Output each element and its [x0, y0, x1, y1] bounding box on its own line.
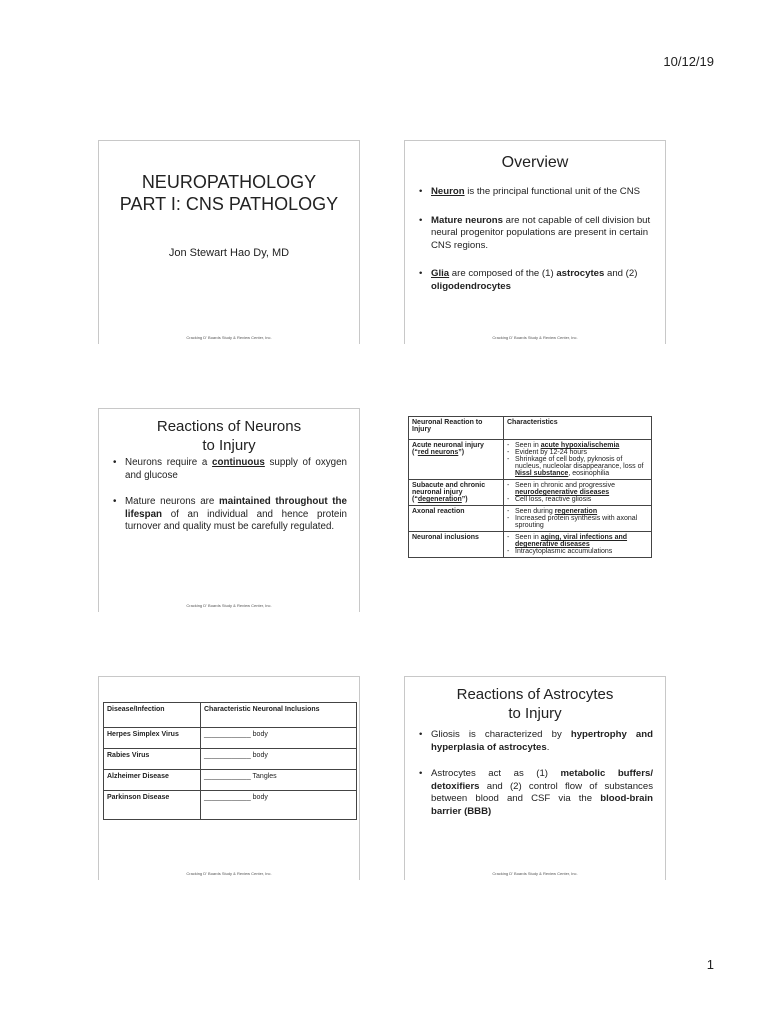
reaction-characteristics: - Seen during regeneration - Increased protein synthesis with axonal sprouting [504, 506, 652, 532]
slide-neuronal-inclusions-table [98, 676, 360, 880]
table-row [409, 480, 652, 506]
slide-overview [404, 140, 666, 344]
disease-cell: Alzheimer Disease [104, 770, 201, 791]
neuronal-reaction-table [408, 416, 652, 558]
bullet-item: • Astrocytes act as (1) metabolic buffers/ detoxifiers and (2) control flow of substances between blood and CSF via the blood-brain barrier (BBB) [431, 768, 653, 818]
bullet-list [99, 457, 359, 534]
header-cell: Characteristics [504, 417, 652, 440]
author-name: Jon Stewart Hao Dy, MD [168, 247, 290, 259]
slide-title-neuropathology [98, 140, 360, 344]
table-row [104, 791, 357, 820]
reaction-characteristics: - Seen in acute hypoxia/ischemia - Evident by 12-24 hours - Shrinkage of cell body, pyknosis of nucleus, nucleolar disappearance, loss of Nissl substance, eosinophilia [504, 440, 652, 480]
table-row [409, 532, 652, 558]
inclusion-cell: ____________ body [201, 791, 357, 820]
disease-cell: Herpes Simplex Virus [104, 728, 201, 749]
table-row [104, 749, 357, 770]
table-row [409, 506, 652, 532]
bullet-list [405, 186, 665, 293]
reaction-name: Axonal reaction [409, 506, 504, 532]
inclusion-cell: ____________ Tangles [201, 770, 357, 791]
slide-title [99, 417, 359, 455]
neuronal-inclusions-table [103, 702, 357, 820]
reaction-name: Acute neuronal injury (“red neurons”) [409, 440, 504, 480]
bullet-item: • Mature neurons are maintained throughout the lifespan of an individual and hence protein turnover and quality must be carefully regulated. [125, 496, 347, 534]
slide-reactions-of-neurons [98, 408, 360, 612]
slide-reactions-of-astrocytes [404, 676, 666, 880]
header-cell: Neuronal Reaction to Injury [409, 417, 504, 440]
slide-title [405, 685, 665, 723]
title-line-2: to Injury [508, 705, 562, 722]
title-line-1: Reactions of Astrocytes [456, 686, 614, 703]
table-row [104, 728, 357, 749]
reaction-characteristics: - Seen in aging, viral infections and degenerative diseases - Intracytoplasmic accumulations [504, 532, 652, 558]
slide-footer: Cracking D' Boards Study & Review Center, Inc. [186, 871, 272, 876]
reaction-name: Neuronal inclusions [409, 532, 504, 558]
slide-footer: Cracking D' Boards Study & Review Center, Inc. [186, 603, 272, 608]
table-header-row [104, 703, 357, 728]
disease-cell: Rabies Virus [104, 749, 201, 770]
table-row [409, 440, 652, 480]
header-cell: Disease/Infection [104, 703, 201, 728]
disease-cell: Parkinson Disease [104, 791, 201, 820]
bullet-item: • Mature neurons are not capable of cell division but neural progenitor populations are present in certain CNS regions. [431, 215, 653, 253]
bullet-item: • Gliosis is characterized by hypertrophy and hyperplasia of astrocytes. [431, 729, 653, 754]
title-line-1: Reactions of Neurons [156, 418, 302, 435]
header-cell: Characteristic Neuronal Inclusions [201, 703, 357, 728]
bullet-item: • Neurons require a continuous supply of oxygen and glucose [125, 457, 347, 482]
slide-footer: Cracking D' Boards Study & Review Center, Inc. [492, 335, 578, 340]
title-line-2: to Injury [202, 437, 256, 454]
reaction-name: Subacute and chronic neuronal injury (“degeneration”) [409, 480, 504, 506]
slide-neuronal-reaction-table [404, 408, 666, 612]
table-header-row [409, 417, 652, 440]
slide-footer: Cracking D' Boards Study & Review Center, Inc. [492, 871, 578, 876]
slide-title: Overview [501, 154, 569, 171]
page-number: 1 [706, 957, 714, 972]
reaction-characteristics: - Seen in chronic and progressive neurodegenerative diseases - Cell loss, reactive gliosis [504, 480, 652, 506]
slide-main-title [99, 171, 359, 215]
inclusion-cell: ____________ body [201, 728, 357, 749]
bullet-item: • Neuron is the principal functional unit of the CNS [431, 186, 653, 199]
inclusion-cell: ____________ body [201, 749, 357, 770]
slide-footer: Cracking D' Boards Study & Review Center, Inc. [186, 335, 272, 340]
table-row [104, 770, 357, 791]
page-date: 10/12/19 [663, 54, 714, 69]
bullet-item: • Glia are composed of the (1) astrocytes and (2) oligodendrocytes [431, 268, 653, 293]
bullet-list [405, 729, 665, 818]
title-line-1: NEUROPATHOLOGY [141, 172, 317, 192]
title-line-2: PART I: CNS PATHOLOGY [119, 194, 339, 214]
